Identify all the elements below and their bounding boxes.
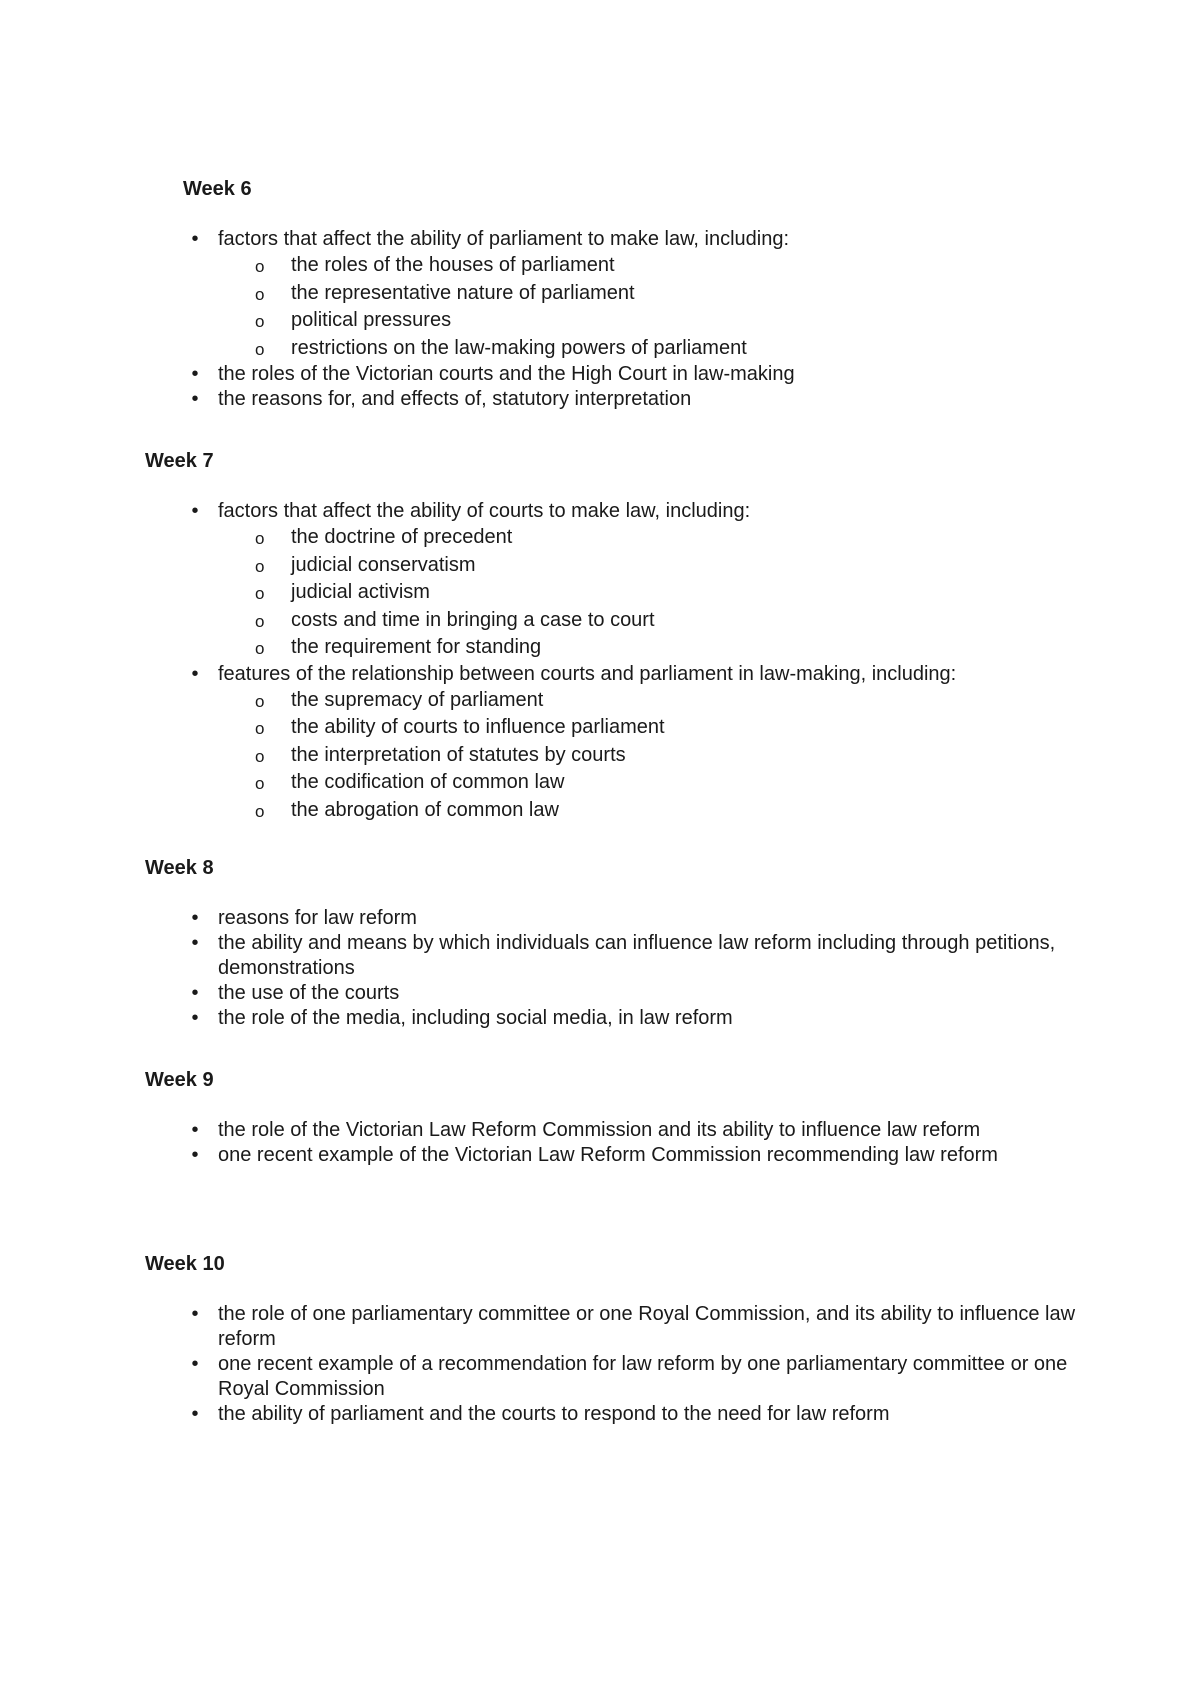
list-item-text: factors that affect the ability of parliament to make law, including: — [218, 228, 790, 250]
list-item-text: the role of the Victorian Law Reform Commission and its ability to influence law reform — [218, 1119, 981, 1141]
sub-list-item-text: the roles of the houses of parliament — [291, 254, 615, 276]
week-9-section — [145, 1068, 1085, 1168]
week-9-heading: Week 9 — [145, 1069, 214, 1091]
list-item-text: the role of the media, including social media, in law reform — [218, 1007, 733, 1029]
list-item-text: one recent example of the Victorian Law Reform Commission recommending law reform — [218, 1144, 998, 1166]
bullet-icon: • — [191, 982, 199, 1004]
sub-bullet-icon: o — [255, 611, 265, 631]
bullet-icon: • — [191, 1303, 199, 1325]
sub-bullet-icon: o — [255, 556, 265, 576]
week-10-heading: Week 10 — [145, 1253, 225, 1275]
week-6-heading: Week 6 — [183, 178, 252, 200]
list-item — [145, 362, 1123, 387]
sub-list-item — [218, 687, 1085, 715]
list-item — [145, 1402, 1085, 1427]
list-item-text: the ability of parliament and the courts to respond to the need for law reform — [218, 1403, 890, 1425]
sub-list-item-text: judicial activism — [291, 581, 430, 603]
week-7-heading: Week 7 — [145, 450, 214, 472]
bullet-icon: • — [191, 363, 199, 385]
bullet-icon: • — [191, 1353, 199, 1375]
bullet-icon: • — [191, 1119, 199, 1141]
sub-list-item-text: costs and time in bringing a case to court — [291, 608, 655, 631]
sub-list-item-text: the abrogation of common law — [291, 798, 559, 821]
list-item-text: the use of the courts — [218, 982, 400, 1004]
list-item — [145, 227, 1123, 362]
sub-bullet-icon: o — [255, 691, 265, 711]
week-10-section — [145, 1252, 1085, 1427]
sub-bullet-icon: o — [255, 801, 265, 821]
sub-list-item-text: the ability of courts to influence parliament — [291, 716, 665, 738]
list-item-text: features of the relationship between courts and parliament in law-making, including: — [218, 662, 957, 685]
bullet-icon: • — [191, 662, 199, 685]
sub-bullet-icon: o — [255, 639, 265, 658]
sub-bullet-icon: o — [255, 529, 265, 548]
week-8-list — [145, 906, 1085, 1031]
list-item-text: the reasons for, and effects of, statutory interpretation — [218, 388, 692, 410]
list-item — [145, 1006, 1085, 1031]
sub-list-item — [218, 552, 1085, 580]
sub-list-item — [218, 714, 1085, 742]
list-item — [145, 387, 1123, 412]
list-item-text: reasons for law reform — [218, 907, 417, 929]
sub-list-item-text: judicial conservatism — [291, 553, 476, 576]
sub-bullet-icon: o — [255, 719, 265, 738]
sub-list-item — [218, 280, 1123, 308]
bullet-icon: • — [191, 388, 199, 410]
bullet-icon: • — [191, 907, 199, 929]
sub-list-item-text: restrictions on the law-making powers of parliament — [291, 336, 747, 359]
list-item — [145, 499, 1085, 662]
sub-list-item-text: the interpretation of statutes by courts — [291, 743, 626, 766]
list-item — [145, 1143, 1085, 1168]
sub-list — [218, 687, 1085, 825]
sub-list-item — [218, 607, 1085, 635]
sub-list-item-text: the representative nature of parliament — [291, 281, 635, 304]
list-item-text: the role of one parliamentary committee or one Royal Commission, and its ability to influence law reform — [218, 1303, 1076, 1350]
list-item — [145, 1302, 1085, 1352]
sub-bullet-icon: o — [255, 257, 265, 276]
sub-list-item — [218, 335, 1123, 363]
sub-list-item — [218, 634, 1085, 662]
bullet-icon: • — [191, 1403, 199, 1425]
sub-list-item-text: the supremacy of parliament — [291, 688, 544, 711]
sub-list-item — [218, 579, 1085, 607]
week-8-section — [145, 856, 1085, 1031]
sub-bullet-icon: o — [255, 584, 265, 603]
sub-list-item — [218, 524, 1085, 552]
bullet-icon: • — [191, 932, 199, 954]
week-7-list — [145, 499, 1085, 824]
week-8-heading: Week 8 — [145, 857, 214, 879]
week-9-list — [145, 1118, 1085, 1168]
bullet-icon: • — [191, 500, 199, 522]
week-7-section — [145, 449, 1085, 824]
bullet-icon: • — [191, 228, 199, 250]
bullet-icon: • — [191, 1144, 199, 1166]
sub-list-item — [218, 307, 1123, 335]
sub-list-item — [218, 742, 1085, 770]
sub-list-item — [218, 797, 1085, 825]
sub-list-item-text: the doctrine of precedent — [291, 526, 513, 548]
list-item-text: one recent example of a recommendation for law reform by one parliamentary committee or one Royal Commission — [218, 1353, 1068, 1400]
list-item — [145, 981, 1085, 1006]
sub-list-item-text: political pressures — [291, 309, 452, 331]
sub-bullet-icon: o — [255, 746, 265, 766]
week-6-list — [145, 227, 1123, 412]
sub-list-item — [218, 252, 1123, 280]
sub-list — [218, 524, 1085, 662]
week-6-section — [183, 177, 1123, 412]
sub-list-item — [218, 769, 1085, 797]
sub-bullet-icon: o — [255, 339, 265, 359]
sub-list — [218, 252, 1123, 362]
list-item — [145, 906, 1085, 931]
bullet-icon: • — [191, 1007, 199, 1029]
list-item — [145, 1352, 1085, 1402]
list-item-text: the ability and means by which individuals can influence law reform including through petitions, demonstrations — [218, 932, 1056, 979]
list-item-text: the roles of the Victorian courts and the High Court in law-making — [218, 363, 795, 385]
list-item — [145, 931, 1085, 981]
sub-bullet-icon: o — [255, 284, 265, 304]
sub-list-item-text: the requirement for standing — [291, 636, 542, 658]
week-10-list — [145, 1302, 1085, 1427]
list-item — [145, 1118, 1085, 1143]
list-item-text: factors that affect the ability of courts to make law, including: — [218, 500, 751, 522]
sub-bullet-icon: o — [255, 312, 265, 331]
sub-list-item-text: the codification of common law — [291, 771, 565, 793]
list-item — [145, 662, 1085, 825]
sub-bullet-icon: o — [255, 774, 265, 793]
